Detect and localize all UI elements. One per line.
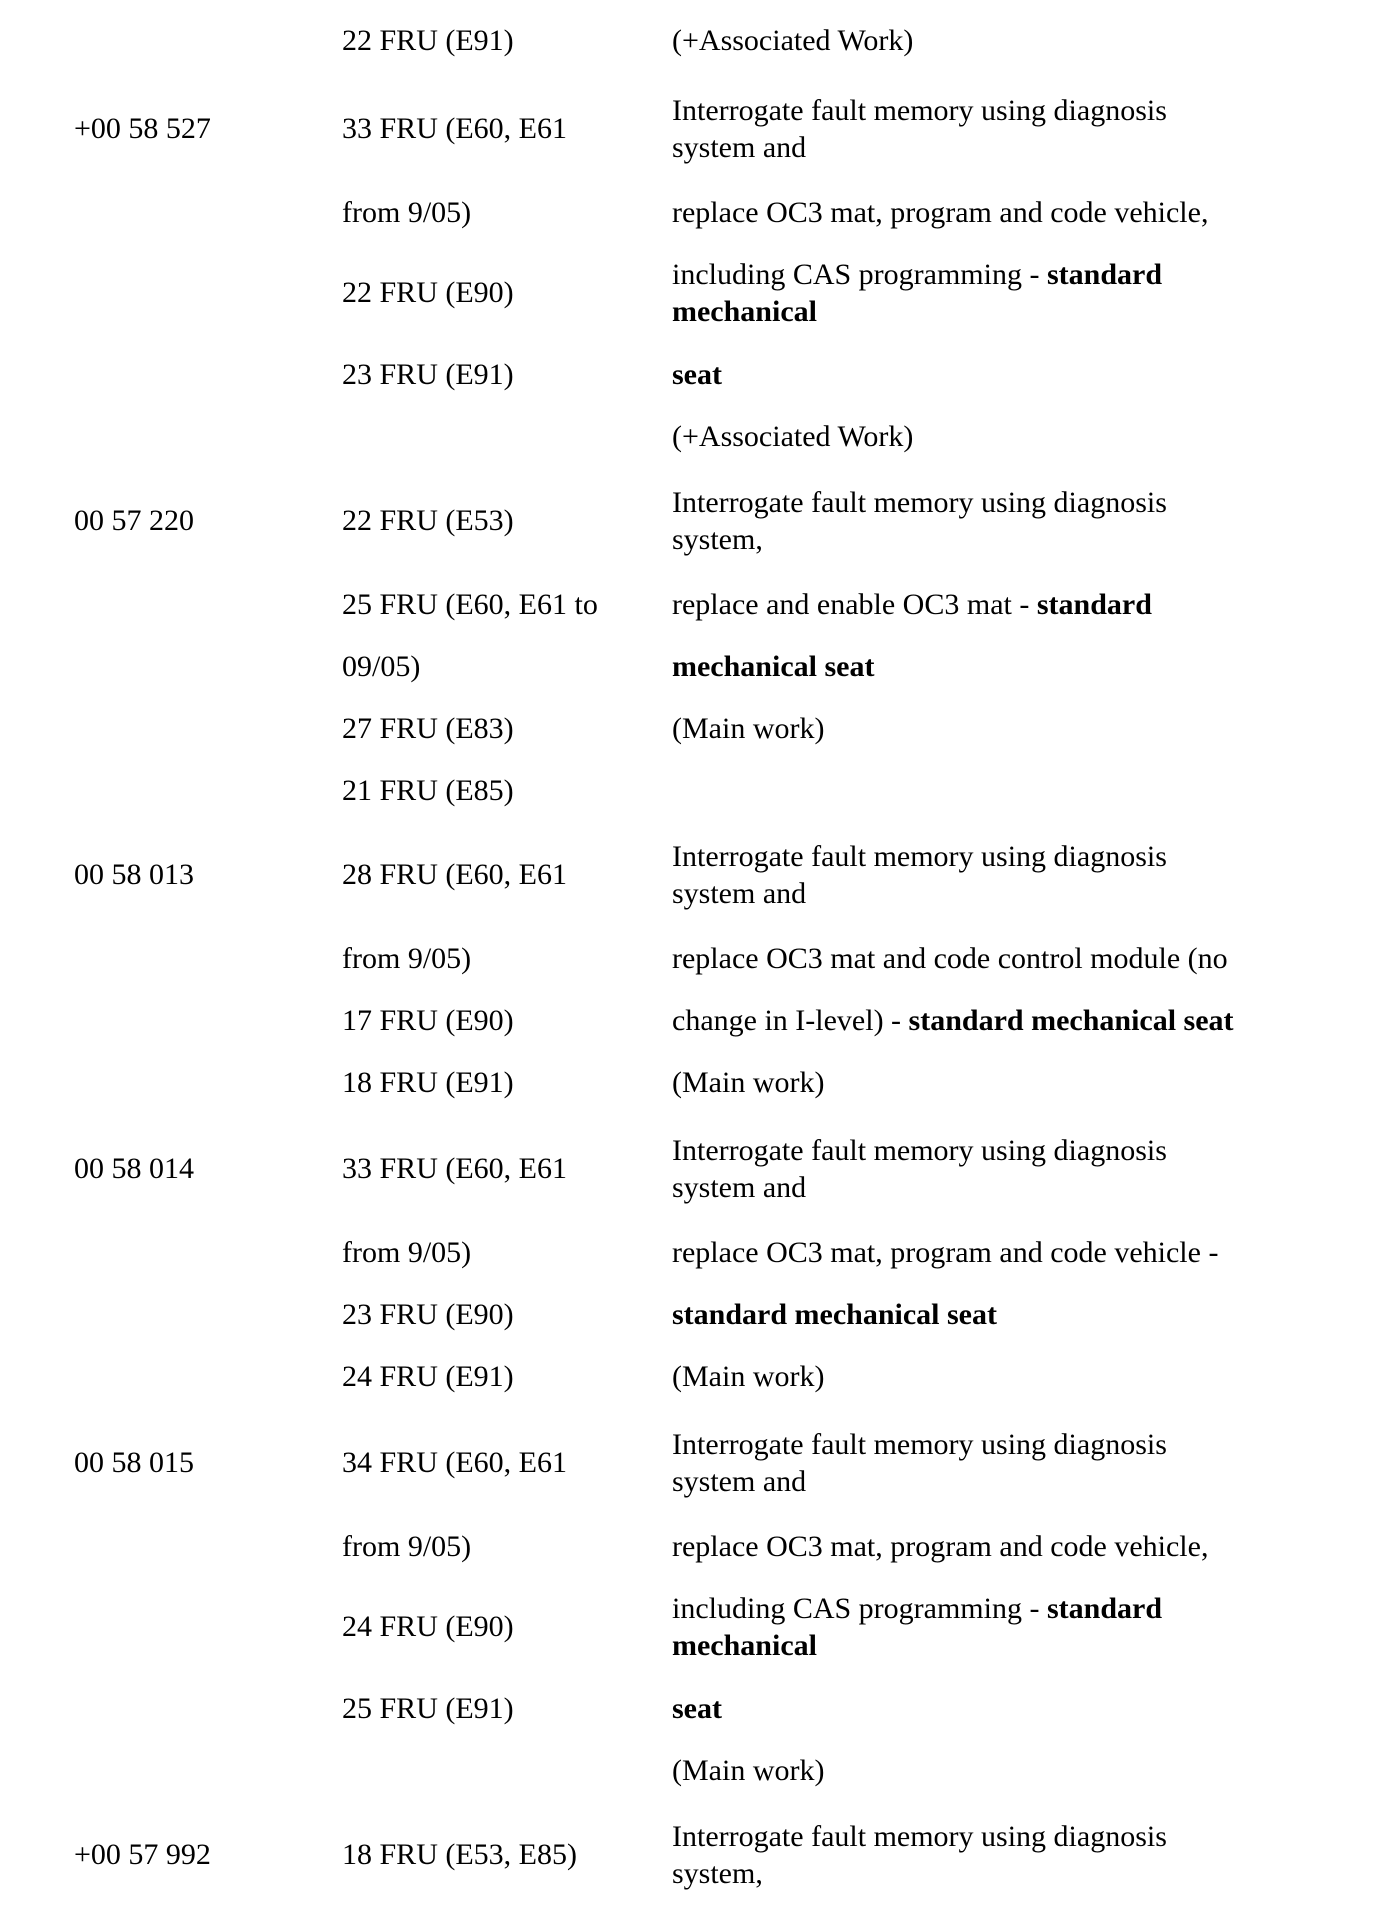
time-units: 27 FRU (E83) (342, 712, 514, 745)
description-line (672, 1002, 1312, 1039)
description-line (672, 1818, 1312, 1855)
description-line (672, 1358, 1312, 1395)
text-run: replace OC3 mat, program and code vehicle, (672, 1530, 1209, 1563)
description-line (672, 1528, 1312, 1565)
time-units: 33 FRU (E60, E61 (342, 1152, 567, 1185)
text-run: replace and enable OC3 mat - (672, 588, 1037, 621)
text-run: Interrogate fault memory using diagnosis (672, 486, 1167, 519)
description-line (672, 1064, 1312, 1101)
bold-text-run: mechanical (672, 295, 817, 328)
description-line (672, 1426, 1312, 1463)
description-line (672, 418, 1312, 455)
description-line (672, 1590, 1312, 1627)
text-run: Interrogate fault memory using diagnosis (672, 1428, 1167, 1461)
bold-text-run: standard (1036, 588, 1152, 621)
description-line (672, 1690, 1312, 1727)
text-run: (Main work) (672, 1066, 825, 1099)
time-units: 24 FRU (E90) (342, 1610, 514, 1643)
text-run: including CAS programming - (672, 1592, 1047, 1625)
text-run: change in I-level) - (672, 1004, 909, 1037)
description-line (672, 484, 1312, 521)
operation-number: +00 58 527 (74, 112, 211, 145)
time-units: from 9/05) (342, 196, 472, 229)
description-line-continued (672, 1627, 1312, 1664)
bold-text-run: standard mechanical seat (672, 1298, 997, 1331)
bold-text-run: standard (1046, 258, 1163, 291)
text-run: Interrogate fault memory using diagnosis (672, 94, 1167, 127)
bold-text-run: standard mechanical seat (908, 1004, 1234, 1037)
text-run: system and (672, 1465, 807, 1498)
time-units: from 9/05) (342, 942, 472, 975)
description-line (672, 194, 1312, 231)
description-line (672, 22, 1312, 59)
time-units: 18 FRU (E91) (342, 1066, 514, 1099)
description-line (672, 586, 1312, 623)
text-run: (Main work) (672, 712, 825, 745)
text-run: system and (672, 1171, 807, 1204)
time-units: 17 FRU (E90) (342, 1004, 514, 1037)
description-line (672, 356, 1312, 393)
time-units: 33 FRU (E60, E61 (342, 112, 567, 145)
text-run: (Main work) (672, 1754, 825, 1787)
time-units: 25 FRU (E91) (342, 1692, 514, 1725)
bold-text-run: mechanical seat (672, 650, 875, 683)
time-units: 28 FRU (E60, E61 (342, 858, 567, 891)
text-run: including CAS programming - (672, 258, 1047, 291)
text-run: Interrogate fault memory using diagnosis (672, 1820, 1167, 1853)
description-line-continued (672, 293, 1312, 330)
description-line (672, 838, 1312, 875)
bold-text-run: standard (1046, 1592, 1163, 1625)
text-run: replace OC3 mat and code control module (no (672, 942, 1228, 975)
text-run: (Main work) (672, 1360, 825, 1393)
description-line (672, 92, 1312, 129)
description-line-continued (672, 875, 1312, 912)
text-run: system and (672, 131, 807, 164)
operation-number: 00 58 015 (74, 1446, 194, 1479)
description-line (672, 1132, 1312, 1169)
time-units: from 9/05) (342, 1530, 472, 1563)
time-units: 34 FRU (E60, E61 (342, 1446, 567, 1479)
description-line (672, 256, 1312, 293)
text-run: system, (672, 1857, 763, 1890)
time-units: 23 FRU (E91) (342, 358, 514, 391)
time-units: 21 FRU (E85) (342, 774, 514, 807)
text-run: Interrogate fault memory using diagnosis (672, 840, 1167, 873)
description-line-continued (672, 521, 1312, 558)
time-units: 18 FRU (E53, E85) (342, 1838, 577, 1871)
text-run: (+Associated Work) (672, 24, 914, 57)
description-line (672, 710, 1312, 747)
operation-number: 00 57 220 (74, 504, 194, 537)
operation-number: +00 57 992 (74, 1838, 211, 1871)
text-run: Interrogate fault memory using diagnosis (672, 1134, 1167, 1167)
description-line (672, 1296, 1312, 1333)
time-units: from 9/05) (342, 1236, 472, 1269)
bold-text-run: seat (672, 358, 722, 391)
text-run: replace OC3 mat, program and code vehicle - (672, 1236, 1219, 1269)
description-line (672, 1752, 1312, 1789)
text-run: system and (672, 877, 807, 910)
operation-number: 00 58 013 (74, 858, 194, 891)
description-line (672, 940, 1312, 977)
text-run: replace OC3 mat, program and code vehicle, (672, 196, 1209, 229)
text-run: system, (672, 523, 763, 556)
time-units: 22 FRU (E53) (342, 504, 514, 537)
time-units: 22 FRU (E91) (342, 24, 514, 57)
description-line (672, 648, 1312, 685)
operation-number: 00 58 014 (74, 1152, 194, 1185)
description-line (672, 1234, 1312, 1271)
description-line-continued (672, 1463, 1312, 1500)
description-line-continued (672, 129, 1312, 166)
bold-text-run: seat (672, 1692, 722, 1725)
time-units: 23 FRU (E90) (342, 1298, 514, 1331)
time-units: 09/05) (342, 650, 421, 683)
time-units: 22 FRU (E90) (342, 276, 514, 309)
description-line-continued (672, 1855, 1312, 1892)
time-units: 25 FRU (E60, E61 to (342, 588, 598, 621)
time-units: 24 FRU (E91) (342, 1360, 514, 1393)
text-run: (+Associated Work) (672, 420, 914, 453)
description-line-continued (672, 1169, 1312, 1206)
bold-text-run: mechanical (672, 1629, 817, 1662)
